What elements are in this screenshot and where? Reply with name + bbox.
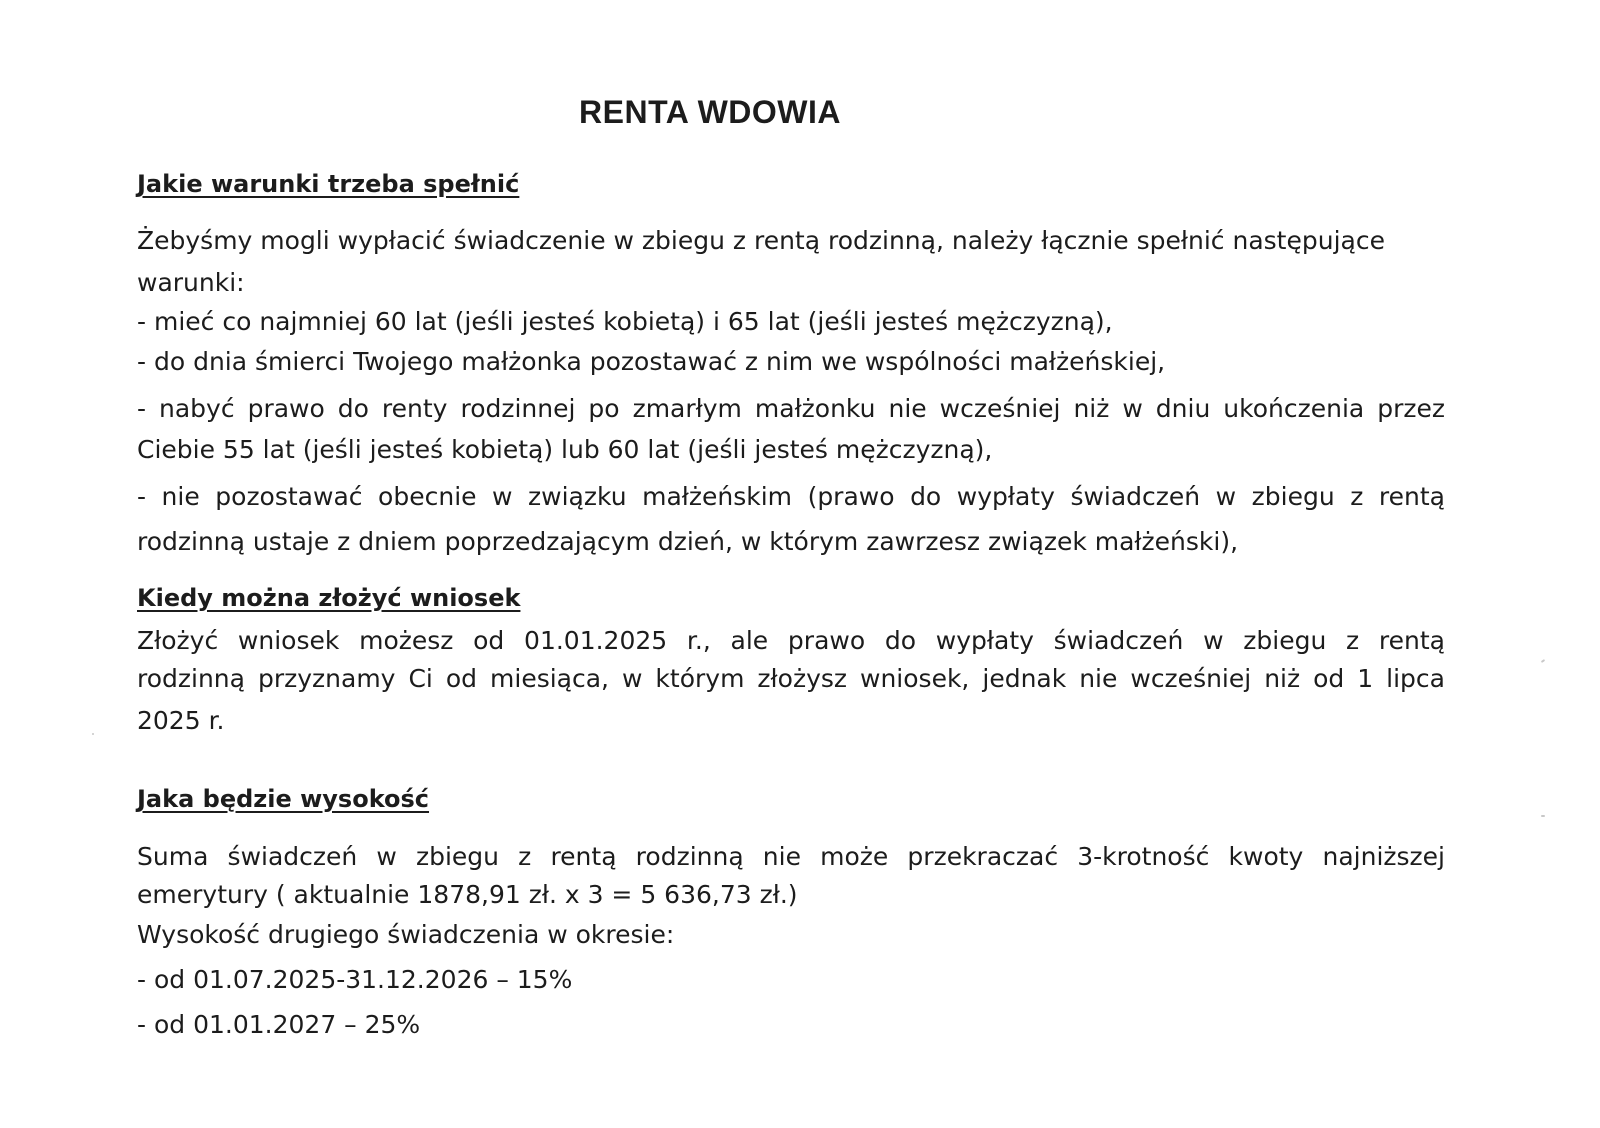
condition-item-no-marriage-line-1: - nie pozostawać obecnie w związku małżeńskim (prawo do wypłaty świadczeń w zbiegu z rentą (137, 482, 1445, 511)
amount-line-3: Wysokość drugiego świadczenia w okresie: (137, 920, 675, 949)
condition-item-pension-line-2: Ciebie 55 lat (jeśli jesteś kobietą) lub 60 lat (jeśli jesteś mężczyzną), (137, 435, 993, 464)
amount-line-5: - od 01.01.2027 – 25% (137, 1010, 421, 1039)
amount-line-2: emerytury ( aktualnie 1878,91 zł. x 3 = 5 636,73 zł.) (137, 880, 798, 909)
scan-speck (1541, 815, 1545, 817)
condition-item-marriage: - do dnia śmierci Twojego małżonka pozostawać z nim we wspólności małżeńskiej, (137, 347, 1166, 376)
scan-speck (1541, 659, 1545, 663)
condition-item-pension-line-1: - nabyć prawo do renty rodzinnej po zmarłym małżonku nie wcześniej niż w dniu ukończenia przez (137, 394, 1445, 423)
conditions-intro-line-1: Żebyśmy mogli wypłacić świadczenie w zbiegu z rentą rodzinną, należy łącznie spełnić następujące (137, 226, 1385, 255)
heading-when: Kiedy można złożyć wniosek (137, 584, 521, 612)
amount-line-4: - od 01.07.2025-31.12.2026 – 15% (137, 965, 573, 994)
heading-conditions: Jakie warunki trzeba spełnić (137, 170, 520, 198)
when-line-1: Złożyć wniosek możesz od 01.01.2025 r., ale prawo do wypłaty świadczeń w zbiegu z rentą (137, 626, 1445, 655)
amount-line-1: Suma świadczeń w zbiegu z rentą rodzinną nie może przekraczać 3-krotność kwoty najniższej (137, 842, 1445, 871)
scan-speck (92, 733, 94, 735)
conditions-intro-line-2: warunki: (137, 268, 245, 297)
condition-item-no-marriage-line-2: rodzinną ustaje z dniem poprzedzającym dzień, w którym zawrzesz związek małżeński), (137, 527, 1239, 556)
document-title: RENTA WDOWIA (579, 94, 841, 130)
when-line-2: rodzinną przyznamy Ci od miesiąca, w którym złożysz wniosek, jednak nie wcześniej niż od 1 lipca (137, 664, 1445, 693)
heading-amount: Jaka będzie wysokość (137, 785, 430, 813)
condition-item-age: - mieć co najmniej 60 lat (jeśli jesteś kobietą) i 65 lat (jeśli jesteś mężczyzną), (137, 307, 1113, 336)
when-line-3: 2025 r. (137, 706, 225, 735)
